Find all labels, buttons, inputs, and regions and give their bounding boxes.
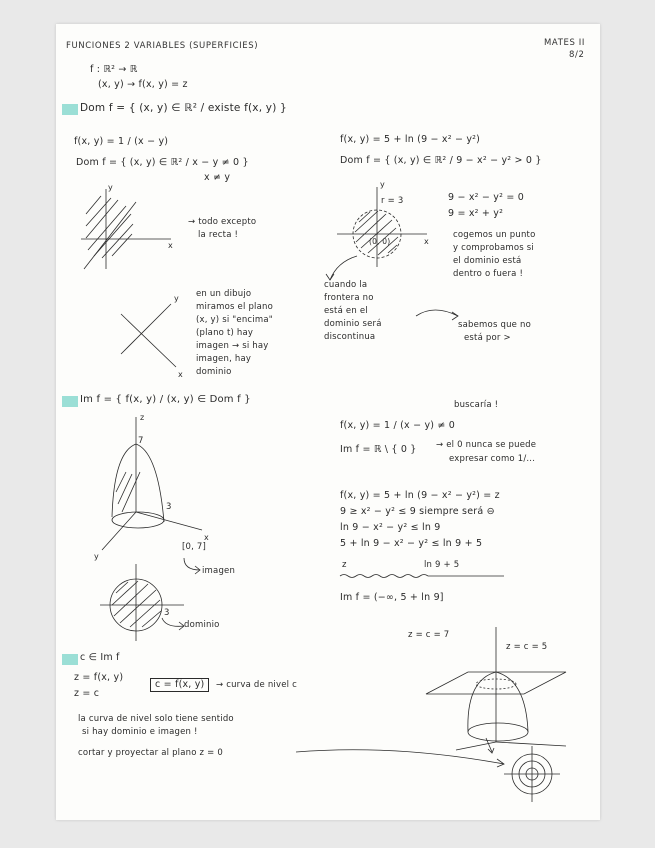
ex1-domain: Dom f = { (x, y) ∈ ℝ² / x − y ≠ 0 } [76, 157, 249, 168]
image-ex1-result: Im f = ℝ \ { 0 } [340, 444, 417, 455]
ex1-note-2: la recta ! [198, 230, 239, 240]
level-curve-note: → curva de nivel c [216, 680, 297, 690]
highlight-mark-image [62, 396, 78, 407]
image-ex1-note-2: expresar como 1/... [449, 454, 536, 464]
highlight-mark-domain [62, 104, 78, 115]
level-paraboloid-sketch [396, 622, 596, 752]
graph-radius-label: 3 [166, 502, 172, 512]
domain-heading: Dom f = { (x, y) ∈ ℝ² / existe f(x, y) } [80, 102, 287, 114]
ex2-eq2: 9 = x² + y² [448, 208, 504, 219]
image-ex2-inequality: 9 ≥ x² − y² ≤ 9 siempre será ⊖ [340, 506, 495, 517]
down-arrow [484, 736, 496, 756]
range-label: [0, 7] [182, 542, 207, 552]
circle-radius-label: r = 3 [381, 196, 404, 206]
level-meaning-1: la curva de nivel solo tiene sentido [78, 714, 234, 724]
image-ex1-function: f(x, y) = 1 / (x − y) ≠ 0 [340, 420, 456, 431]
how-arrow [414, 304, 464, 324]
image-heading: Im f = { f(x, y) / (x, y) ∈ Dom f } [80, 394, 251, 405]
ex1-condition: x ≠ y [204, 172, 231, 183]
image-ex1-search: buscaría ! [454, 400, 499, 410]
image-ex1-note-1: → el 0 nunca se puede [436, 440, 537, 450]
line-cross-sketch [116, 289, 186, 379]
disk-arrow-label: dominio [184, 620, 220, 630]
svg-text:x: x [204, 533, 209, 542]
level-meaning-2: si hay dominio e imagen ! [82, 727, 198, 737]
paraboloid-sketch [92, 412, 212, 562]
image-ex2-bound: ln 9 + 5 [424, 560, 460, 570]
image-ex2-step1: ln 9 − x² − y² ≤ ln 9 [340, 522, 441, 533]
level-curves-sketch [502, 744, 562, 804]
image-ex2-z: z [342, 560, 347, 570]
plane-high-label: z = c = 7 [408, 630, 450, 640]
range-arrow-label: imagen [202, 566, 236, 576]
hatched-plane-sketch [76, 184, 176, 274]
ex2-domain: Dom f = { (x, y) ∈ ℝ² / 9 − x² − y² > 0 } [340, 155, 542, 166]
image-ex2-result: Im f = (−∞, 5 + ln 9] [340, 592, 444, 603]
image-ex2-step2: 5 + ln 9 − x² − y² ≤ ln 9 + 5 [340, 538, 483, 549]
ex1-note-1: → todo excepto [188, 217, 257, 227]
level-heading: c ∈ Im f [80, 652, 120, 663]
page-title: FUNCIONES 2 VARIABLES (SUPERFICIES) [66, 41, 259, 51]
level-boxed-equation: c = f(x, y) [150, 678, 209, 692]
graph-top-label: 7 [138, 436, 144, 446]
svg-text:x: x [424, 237, 429, 246]
plane-low-label: z = c = 5 [506, 642, 548, 652]
ex2-eq1: 9 − x² − y² = 0 [448, 192, 524, 203]
highlight-mark-level [62, 654, 78, 665]
function-map: f : ℝ² → ℝ [90, 64, 138, 75]
level-line2: z = c [74, 688, 100, 699]
date-label: 8/2 [569, 50, 585, 60]
ex2-function: f(x, y) = 5 + ln (9 − x² − y²) [340, 134, 481, 145]
course-label: MATES II [544, 38, 585, 48]
level-line1: z = f(x, y) [74, 672, 124, 683]
svg-text:y: y [174, 294, 179, 303]
number-line [340, 572, 506, 580]
notebook-page: FUNCIONES 2 VARIABLES (SUPERFICIES) MATES II 8/2 f : ℝ² → ℝ (x, y) → f(x, y) = z Dom f = { (x, y) ∈ ℝ² / existe f(x, y) } f(x, y) = 1 / (x − y) Dom f = { (x, y) ∈ ℝ² / x − y ≠ 0 } x ≠ y y x → todo excepto la recta ! y x en un dibujo miramos el plano (x, y) si "encima" (plano t) hay imagen → si hay imagen, hay dominio f(x, y) = 5 + ln (9 − x² − y²) Dom f = { (x, y) ∈ ℝ² / 9 − x² − y² > 0 } y x r = 3 (0, 0) 9 − x² − y² = 0 9 = x² + y² cogemos un punto y comprobamos si el dominio está dentro o fuera ! cuando la frontera no está en el dominio será discontinua sabemos que no está por > Im f = { f(x, y) / (x, y) ∈ Dom f } z y x 7 3 [0, 7] imagen 3 dominio f(x, y) = 1 / (x − y) ≠ 0 buscaría ! Im f = ℝ \ { 0 } → el 0 nunca se puede expresar como 1/... f(x, y) = 5 + ln (9 − x² − y²) = z 9 ≥ x² − y² ≤ 9 siempre será ⊖ ln 9 − x² − y² ≤ ln 9 5 + ln 9 − x² − y² ≤ ln 9 + 5 z ln 9 + 5 Im f = (−∞, 5 + ln 9] c ∈ Im f z = f(x, y) z = c c = f(x, y) → curva de nivel c la curva de nivel solo tiene sentido si hay dominio e imagen ! cortar y proyectar al plano z = 0 z = c = 7 z = c = 5 [56, 24, 600, 820]
ex1-function: f(x, y) = 1 / (x − y) [74, 136, 169, 147]
disk-radius-label: 3 [164, 608, 170, 618]
svg-text:y: y [94, 552, 99, 561]
svg-text:y: y [380, 180, 385, 189]
function-pair: (x, y) → f(x, y) = z [98, 79, 188, 90]
svg-text:y: y [108, 183, 113, 192]
image-ex2-function: f(x, y) = 5 + ln (9 − x² − y²) = z [340, 490, 500, 501]
circle-origin-label: (0, 0) [369, 237, 391, 246]
svg-text:x: x [178, 370, 183, 379]
level-project: cortar y proyectar al plano z = 0 [78, 748, 223, 758]
svg-text:x: x [168, 241, 173, 250]
svg-text:z: z [140, 413, 145, 422]
